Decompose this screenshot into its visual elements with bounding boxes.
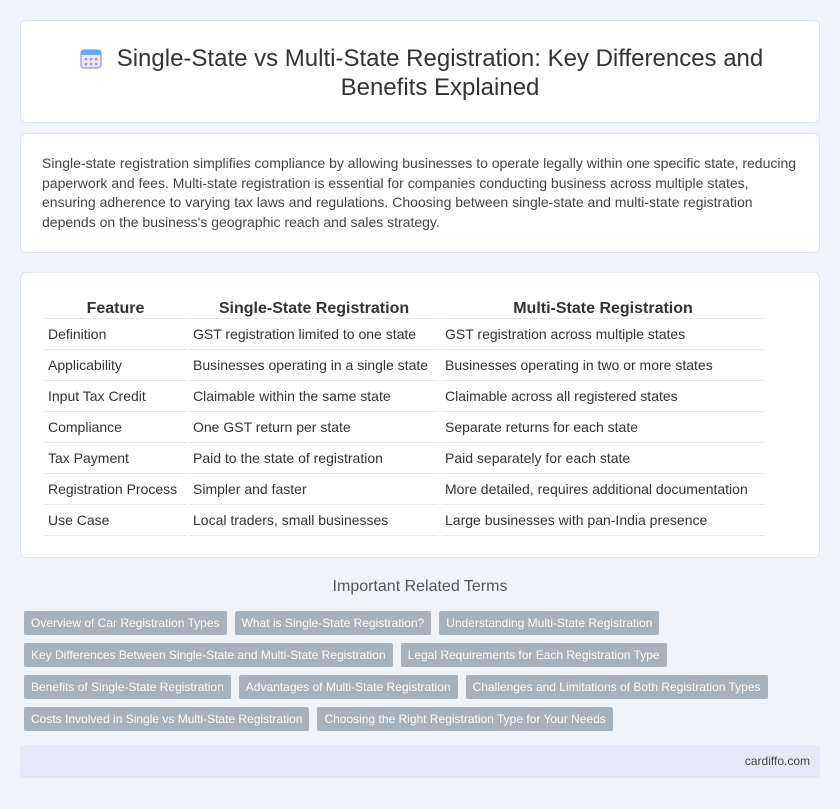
tag-row [24,707,824,731]
header-feature: Feature [44,295,187,319]
table-row [44,505,765,536]
related-term-tag[interactable]: Choosing the Right Registration Type for Your Needs [317,707,612,731]
table-header-row [44,295,765,319]
related-term-tag[interactable]: Advantages of Multi-State Registration [239,675,458,699]
related-terms-tags [24,611,824,739]
table-row [44,412,765,443]
tag-row [24,675,824,699]
intro-card [20,133,820,253]
cell-single-state: Simpler and faster [189,474,439,505]
calendar-icon [79,46,103,70]
cell-feature: Compliance [44,412,187,443]
cell-multi-state: More detailed, requires additional documentation [441,474,765,505]
footer [20,745,820,778]
header-single-state: Single-State Registration [189,295,439,319]
related-term-tag[interactable]: Legal Requirements for Each Registration Type [401,643,667,667]
comparison-table-card [20,272,820,558]
cell-single-state: Businesses operating in a single state [189,350,439,381]
cell-feature: Definition [44,319,187,350]
cell-single-state: GST registration limited to one state [189,319,439,350]
cell-single-state: Local traders, small businesses [189,505,439,536]
related-term-tag[interactable]: Overview of Car Registration Types [24,611,227,635]
header-card [20,20,820,123]
intro-paragraph: Single-state registration simplifies compliance by allowing businesses to operate legally within one specific state, reducing paperwork and fees. Multi-state registration is essential for companies conducting business across multiple states, ensuring adherence to varying tax laws and regulations. Choosing between single-state and multi-state registration depends on the business's geographic reach and sales strategy. [42,155,797,230]
table-row [44,474,765,505]
cell-multi-state: Large businesses with pan-India presence [441,505,765,536]
cell-multi-state: Separate returns for each state [441,412,765,443]
related-term-tag[interactable]: What is Single-State Registration? [235,611,432,635]
cell-feature: Input Tax Credit [44,381,187,412]
cell-multi-state: Claimable across all registered states [441,381,765,412]
cell-feature: Applicability [44,350,187,381]
related-term-tag[interactable]: Costs Involved in Single vs Multi-State Registration [24,707,309,731]
cell-feature: Use Case [44,505,187,536]
header-multi-state: Multi-State Registration [441,295,765,319]
cell-multi-state: GST registration across multiple states [441,319,765,350]
table-row [44,443,765,474]
tag-row [24,643,824,667]
related-term-tag[interactable]: Understanding Multi-State Registration [439,611,659,635]
cell-single-state: Paid to the state of registration [189,443,439,474]
cell-multi-state: Businesses operating in two or more states [441,350,765,381]
table-row [44,350,765,381]
footer-site-link[interactable]: cardiffo.com [744,754,810,768]
table-row [44,381,765,412]
tag-row [24,611,824,635]
cell-single-state: One GST return per state [189,412,439,443]
comparison-table [42,295,767,536]
table-row [44,319,765,350]
related-term-tag[interactable]: Benefits of Single-State Registration [24,675,231,699]
related-terms-title: Important Related Terms [332,578,508,595]
related-term-tag[interactable]: Challenges and Limitations of Both Registration Types [466,675,768,699]
cell-feature: Tax Payment [44,443,187,474]
cell-single-state: Claimable within the same state [189,381,439,412]
cell-feature: Registration Process [44,474,187,505]
page-title: Single-State vs Multi-State Registration: Key Differences and Benefits Explained [116,45,764,101]
related-term-tag[interactable]: Key Differences Between Single-State and Multi-State Registration [24,643,393,667]
cell-multi-state: Paid separately for each state [441,443,765,474]
